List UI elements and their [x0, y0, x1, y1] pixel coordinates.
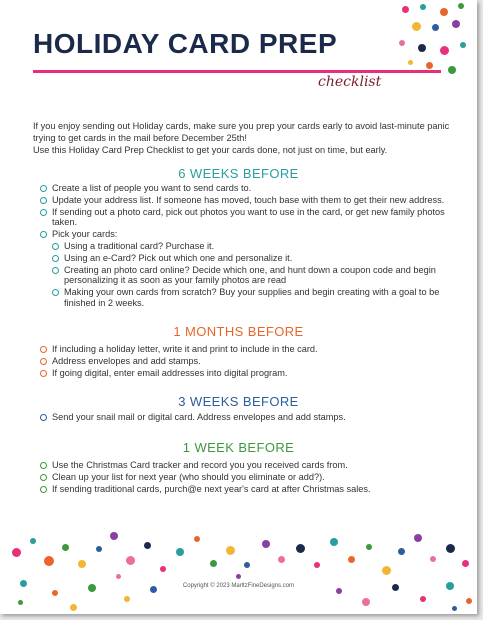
confetti-dot — [412, 22, 421, 31]
section-heading-1-week: 1 WEEK BEFORE — [182, 440, 295, 455]
confetti-dot — [432, 24, 439, 31]
confetti-dot — [18, 600, 23, 605]
title-underline — [33, 70, 441, 73]
confetti-dot — [160, 566, 166, 572]
confetti-dot — [278, 556, 285, 563]
confetti-dot — [430, 556, 436, 562]
section-list-6-weeks — [40, 183, 445, 310]
confetti-dot — [70, 604, 77, 611]
section-list-1-month — [40, 344, 445, 379]
confetti-dot — [452, 20, 460, 28]
confetti-dot — [126, 556, 135, 565]
confetti-dot — [462, 560, 469, 567]
confetti-dot — [348, 556, 355, 563]
checklist-subitem[interactable]: Using a traditional card? Purchase it. — [52, 241, 445, 252]
checklist-subitem[interactable]: Creating an photo card online? Decide which one, and hunt down a coupon code and begin personalizing it as soon as your family photos are read — [52, 265, 445, 287]
confetti-dot — [402, 6, 409, 13]
confetti-dot — [420, 596, 426, 602]
checklist-subitem[interactable]: Making your own cards from scratch? Buy your supplies and begin creating with a goal to be finished in 2 weeks. — [52, 287, 445, 309]
checklist-item[interactable]: Use the Christmas Card tracker and record you you received cards from. — [40, 460, 445, 471]
checklist-item[interactable]: Address envelopes and add stamps. — [40, 356, 445, 367]
checklist-item[interactable]: If sending traditional cards, purch@e next year's card at after Christmas sales. — [40, 484, 445, 495]
checklist-item[interactable]: Update your address list. If someone has moved, touch base with them to get their new address. — [40, 195, 445, 206]
section-heading-1-month: 1 MONTHS BEFORE — [173, 324, 304, 339]
confetti-dot — [78, 560, 86, 568]
confetti-dot — [314, 562, 320, 568]
confetti-dot — [448, 66, 456, 74]
confetti-dot — [408, 60, 413, 65]
checklist-item[interactable]: If sending out a photo card, pick out photos you want to use in the card, or get new family photos taken. — [40, 207, 445, 229]
confetti-dot — [452, 606, 457, 611]
section-heading-6-weeks: 6 WEEKS BEFORE — [178, 166, 299, 181]
checklist-item[interactable]: Send your snail mail or digital card. Address envelopes and add stamps. — [40, 412, 445, 423]
confetti-dot — [236, 574, 241, 579]
confetti-dot — [30, 538, 36, 544]
confetti-dot — [426, 62, 433, 69]
confetti-dot — [262, 540, 270, 548]
copyright-footer: Copyright © 2023 MarltzFineDesigns.com — [182, 583, 295, 589]
checklist-item[interactable]: Clean up your list for next year (who should you eliminate or add?). — [40, 472, 445, 483]
confetti-dot — [244, 562, 250, 568]
confetti-dot — [466, 598, 472, 604]
checklist-item[interactable]: If going digital, enter email addresses into digital program. — [40, 368, 445, 379]
page-subtitle: checklist — [318, 74, 382, 90]
confetti-dot — [194, 536, 200, 542]
confetti-dot — [330, 538, 338, 546]
confetti-dot — [124, 596, 130, 602]
confetti-dot — [176, 548, 184, 556]
confetti-dot — [366, 544, 372, 550]
confetti-dot — [382, 566, 391, 575]
confetti-dot — [418, 44, 426, 52]
confetti-dot — [440, 46, 449, 55]
confetti-dot — [414, 534, 422, 542]
confetti-dot — [458, 3, 464, 9]
confetti-dot — [116, 574, 121, 579]
confetti-dot — [110, 532, 118, 540]
confetti-dot — [399, 40, 405, 46]
section-list-1-week — [40, 460, 445, 495]
page-title: HOLIDAY CARD PREP — [33, 28, 338, 59]
confetti-dot — [62, 544, 69, 551]
confetti-dot — [12, 548, 21, 557]
checklist-subitem[interactable]: Using an e-Card? Pick out which one and personalize it. — [52, 253, 445, 264]
intro-paragraph: If you enjoy sending out Holiday cards, make sure you prep your cards early to avoid last-minute panic trying to get cards in the mail before December 25th! — [33, 121, 450, 143]
checklist-item[interactable]: Create a list of people you want to send cards to. — [40, 183, 445, 194]
confetti-dot — [362, 598, 370, 606]
section-heading-3-weeks: 3 WEEKS BEFORE — [178, 394, 299, 409]
section-list-3-weeks — [40, 412, 445, 424]
confetti-dot — [226, 546, 235, 555]
confetti-dot — [96, 546, 102, 552]
confetti-dot — [446, 544, 455, 553]
checklist-item[interactable]: If including a holiday letter, write it and print to include in the card. — [40, 344, 445, 355]
confetti-dot — [144, 542, 151, 549]
intro-paragraph: Use this Holiday Card Prep Checklist to get your cards done, not just on time, but early. — [33, 145, 388, 155]
confetti-dot — [440, 8, 448, 16]
confetti-dot — [210, 560, 217, 567]
confetti-dot — [296, 544, 305, 553]
confetti-dot — [460, 42, 466, 48]
confetti-dot — [52, 590, 58, 596]
intro-text — [33, 120, 453, 156]
confetti-dot — [44, 556, 54, 566]
confetti-dot — [420, 4, 426, 10]
confetti-dot — [398, 548, 405, 555]
checklist-item[interactable]: Pick your cards: — [40, 229, 445, 240]
